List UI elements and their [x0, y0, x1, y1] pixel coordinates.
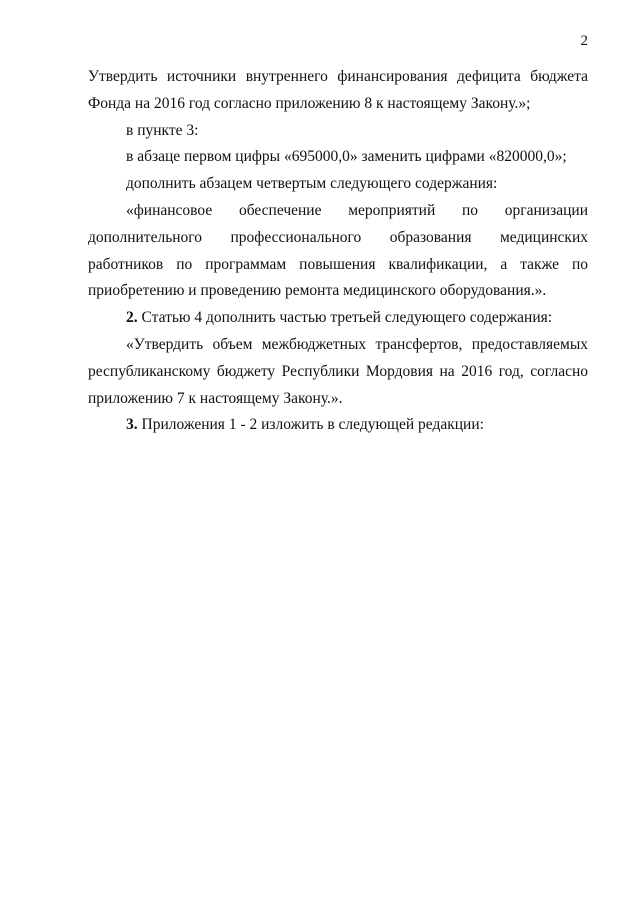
paragraph-appendices	[88, 412, 588, 439]
paragraph-article-4-text: Статью 4 дополнить частью третьей следующего содержания:	[137, 309, 553, 327]
paragraph-sources-financing: Утвердить источники внутреннего финансирования дефицита бюджета Фонда на 2016 год согласно приложению 8 к настоящему Закону.»;	[88, 68, 588, 112]
paragraph-add-fourth: дополнить абзацем четвертым следующего содержания:	[126, 175, 498, 193]
paragraph-article-4	[88, 305, 588, 332]
item-number-3: 3.	[126, 416, 138, 434]
paragraph-transfers: «Утвердить объем межбюджетных трансфертов, предоставляемых республиканскому бюджету Республики Мордовия на 2016 год, согласно приложению 7 к настоящему Закону.».	[88, 335, 588, 407]
document-body	[88, 64, 588, 439]
page-number: 2	[580, 33, 588, 49]
paragraph-replace-figures: в абзаце первом цифры «695000,0» заменить цифрами «820000,0»;	[126, 148, 567, 166]
paragraph-appendices-text: Приложения 1 - 2 изложить в следующей редакции:	[137, 416, 484, 434]
item-number-2: 2.	[126, 309, 138, 327]
paragraph-financial-support: «финансовое обеспечение мероприятий по организации дополнительного профессионального образования медицинских работников по программам повышения квалификации, а также по приобретению и проведению ремонта медицинского оборудования.».	[88, 201, 588, 300]
paragraph-item-3: в пункте 3:	[126, 121, 199, 139]
